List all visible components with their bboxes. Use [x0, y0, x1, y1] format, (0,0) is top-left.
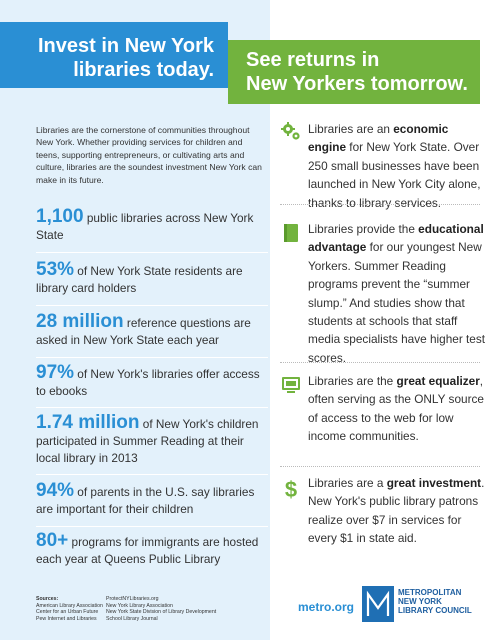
- sources-col2: [106, 596, 246, 622]
- sources-header: Sources:: [36, 596, 59, 602]
- source-item: Center for an Urban Future: [36, 609, 99, 616]
- benefit-text: Libraries are an: [308, 122, 394, 136]
- invest-banner: [0, 22, 228, 88]
- stat-figure: 1.74 million: [36, 412, 140, 433]
- book-icon: [280, 222, 302, 244]
- benefit-text: Libraries provide the: [308, 222, 419, 236]
- benefit-highlight: educational advantage: [308, 222, 484, 255]
- gears-icon: [280, 120, 302, 142]
- stat-figure: 1,100: [36, 206, 84, 227]
- benefit-great-investment: [308, 474, 488, 548]
- svg-text:$: $: [284, 478, 298, 500]
- stat-figure: 80+: [36, 530, 69, 551]
- benefit-text: for New York State. Over 250 small businesses have been launched in New York City alone, thanks to library services.: [308, 140, 481, 210]
- stat-card-holders: [36, 261, 268, 297]
- stat-parents: [36, 482, 268, 518]
- stat-text: of parents in the U.S. say libraries are important for their children: [36, 485, 255, 516]
- returns-banner-line2: New Yorkers tomorrow.: [246, 73, 468, 95]
- metro-logo-text: [398, 588, 472, 615]
- source-item: American Library Association: [36, 602, 103, 609]
- benefit-text: . New York's public library patrons realize over $7 in services for every $1 in state aid.: [308, 476, 485, 546]
- stat-divider: [36, 252, 268, 253]
- benefit-great-equalizer: [308, 372, 488, 446]
- benefit-educational-advantage: [308, 220, 488, 367]
- benefit-divider: [280, 362, 480, 363]
- stat-text: of New York State residents are library card holders: [36, 264, 243, 295]
- stat-divider: [36, 407, 268, 408]
- logo-line: LIBRARY COUNCIL: [398, 606, 472, 615]
- stat-ebooks: [36, 364, 268, 400]
- stat-figure: 97%: [36, 362, 75, 383]
- dollar-icon: [280, 478, 302, 500]
- stat-divider: [36, 357, 268, 358]
- stat-immigrant-programs: [36, 532, 268, 568]
- invest-banner-line2: libraries today.: [73, 59, 214, 81]
- source-item: New York State Division of Library Development: [106, 609, 217, 616]
- invest-banner-line1: Invest in New York: [38, 35, 214, 57]
- source-item: ProtectNYLibraries.org: [106, 596, 159, 602]
- source-item: Pew Internet and Libraries: [36, 615, 97, 622]
- benefit-text: , often serving as the ONLY source of access to the web for low income communities.: [308, 374, 484, 444]
- benefit-text: Libraries are a: [308, 476, 387, 490]
- stat-reference-questions: [36, 313, 268, 349]
- returns-banner: [228, 40, 480, 104]
- benefit-highlight: great equalizer: [396, 374, 480, 388]
- benefit-divider: [280, 466, 480, 467]
- benefit-text: Libraries are the: [308, 374, 397, 388]
- stat-text: reference questions are asked in New York State each year: [36, 316, 251, 347]
- returns-banner-line1: See returns in: [246, 49, 380, 71]
- intro-paragraph: Libraries are the cornerstone of communities throughout New York. Whether providing services for children and teens, supporting entrepreneurs, or cultivating arts and culture, libraries are the soundest investment New York can make in its future.: [36, 125, 262, 185]
- stat-summer-reading: [36, 414, 268, 467]
- stat-text: of New York's libraries offer access to ebooks: [36, 367, 260, 398]
- stat-libraries: [36, 208, 268, 244]
- stat-figure: 53%: [36, 259, 75, 280]
- stat-text: public libraries across New York State: [36, 211, 254, 242]
- stat-divider: [36, 474, 268, 475]
- stat-divider: [36, 526, 268, 527]
- metro-logo-icon: [362, 586, 394, 622]
- logo-line: NEW YORK: [398, 597, 442, 606]
- benefit-highlight: economic engine: [308, 122, 449, 155]
- stat-figure: 94%: [36, 480, 75, 501]
- stat-figure: 28 million: [36, 311, 124, 332]
- computer-icon: [280, 374, 302, 396]
- source-item: School Library Journal: [106, 615, 158, 622]
- stat-divider: [36, 305, 268, 306]
- sources: [36, 596, 217, 622]
- benefit-text: for our youngest New Yorkers. Summer Reading programs prevent the “summer slump.” And studies show that students at schools that staff media specialists have higher test scores.: [308, 240, 486, 365]
- footer-url[interactable]: metro.org: [298, 600, 355, 614]
- stat-text: programs for immigrants are hosted each year at Queens Public Library: [36, 535, 259, 566]
- logo-line: METROPOLITAN: [398, 588, 462, 597]
- stat-text: of New York's children participated in Summer Reading at their local library in 2013: [36, 417, 259, 465]
- source-item: New York Library Association: [106, 602, 173, 609]
- benefit-highlight: great investment: [386, 476, 482, 490]
- benefit-divider: [280, 204, 480, 205]
- benefit-economic-engine: [308, 120, 488, 212]
